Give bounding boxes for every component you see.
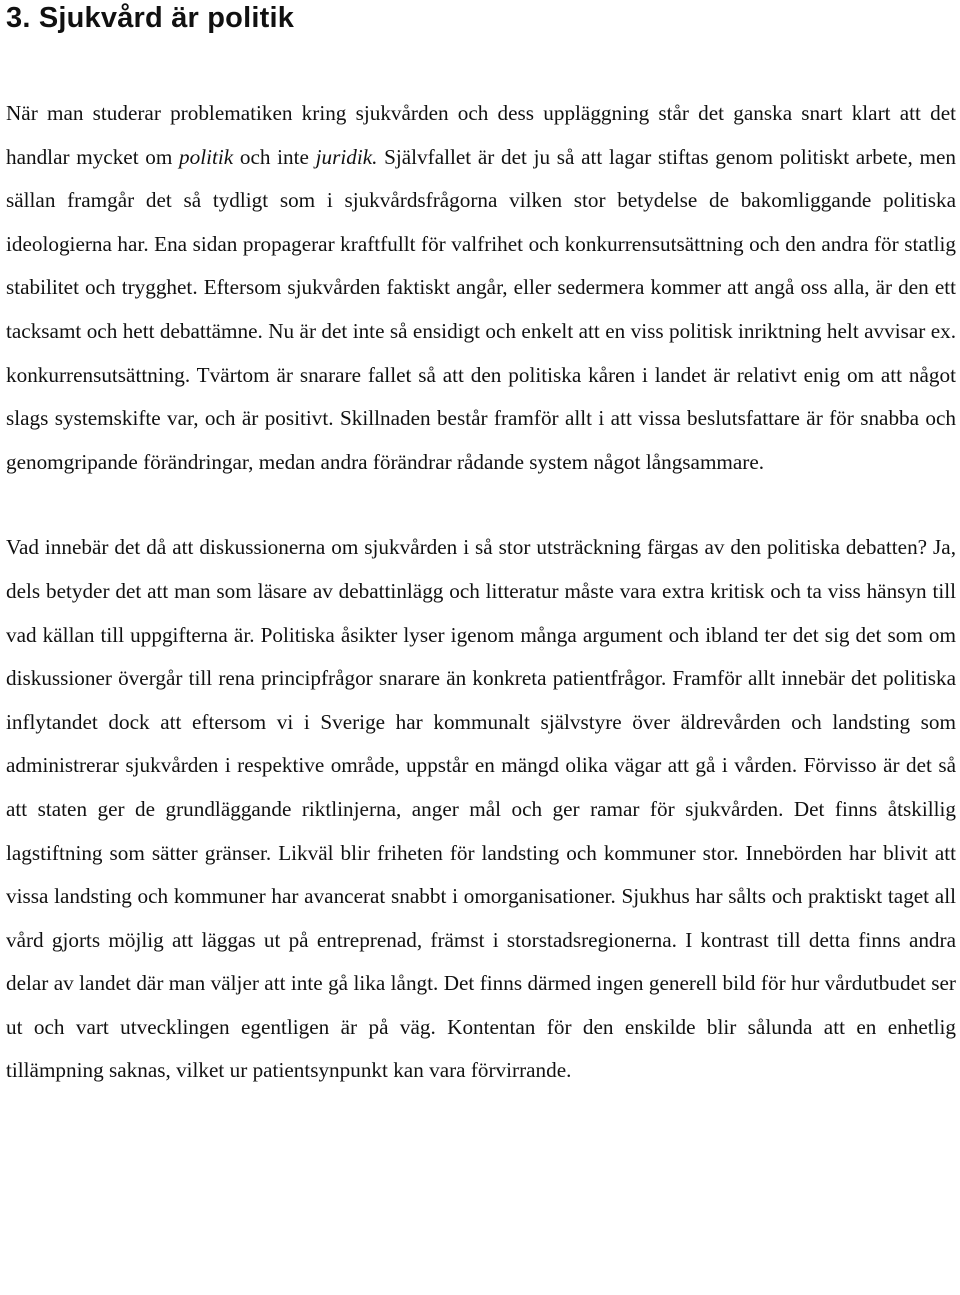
paragraph-1-run-5: Självfallet är det ju så att lagar stiftas genom politiskt arbete, men sällan framgår det så tydligt som i sjukvårdsfrågorna vilken stor betydelse de bakomliggande politiska ideologierna har. Ena sidan propagerar kraftfullt för valfrihet och konkurrensutsättning och den andra för statlig stabilitet och trygghet. Eftersom sjukvården faktiskt angår, eller sedermera kommer att angå oss alla, är den ett tacksamt och hett debattämne. Nu är det inte så ensidigt och enkelt att en viss politisk inriktning helt avvisar ex. konkurrensutsättning. Tvärtom är snarare fallet så att den politiska kåren i landet är relativt enig om att något slags systemskifte var, och är positivt. Skillnaden består framför allt i att vissa beslutsfattare är för snabba och genomgripande förändringar, medan andra förändrar rådande system något långsammare. [6,144,956,474]
document-page [6,0,956,1093]
paragraph-1-run-1: När man studerar problematiken kring sjukvården och dess uppläggning står det ganska snart klart att det handlar mycket om [6,101,956,169]
paragraph-1-run-2-italic: politik [179,144,234,169]
paragraph-1 [6,92,956,484]
paragraph-2 [6,526,956,1093]
paragraph-1-run-3: och inte [233,144,316,169]
paragraph-2-run-1: Vad innebär det då att diskussionerna om sjukvården i så stor utsträckning färgas av den politiska debatten? Ja, dels betyder det att man som läsare av debattinlägg och litteratur måste vara extra kritisk och ta viss hänsyn till vad källan till uppgifterna är. Politiska åsikter lyser igenom många argument och ibland ter det sig det som om diskussioner övergår till rena principfrågor snarare än konkreta patientfrågor. Framför allt innebär det politiska inflytandet dock att eftersom vi i Sverige har kommunalt självstyre över äldrevården och landsting som administrerar sjukvården i respektive område, uppstår en mängd olika vägar att gå i vården. Förvisso är det så att staten ger de grundläggande riktlinjerna, anger mål och ger ramar för sjukvården. Det finns åtskillig lagstiftning som sätter gränser. Likväl blir friheten för landsting och kommuner stor. Innebörden har blivit att vissa landsting och kommuner har avancerat snabbt i omorganisationer. Sjukhus har sålts och praktiskt taget all vård gjorts möjlig att läggas ut på entreprenad, främst i storstadsregionerna. I kontrast till detta finns andra delar av landet där man väljer att inte gå lika långt. Det finns därmed ingen generell bild för hur vårdutbudet ser ut och vart utvecklingen egentligen är på väg. Kontentan för den enskilde blir sålunda att en enhetlig tillämpning saknas, vilket ur patientsynpunkt kan vara förvirrande. [6,535,956,1083]
section-heading: 3. Sjukvård är politik [6,2,295,34]
paragraph-1-run-4-italic: juridik. [315,144,378,169]
